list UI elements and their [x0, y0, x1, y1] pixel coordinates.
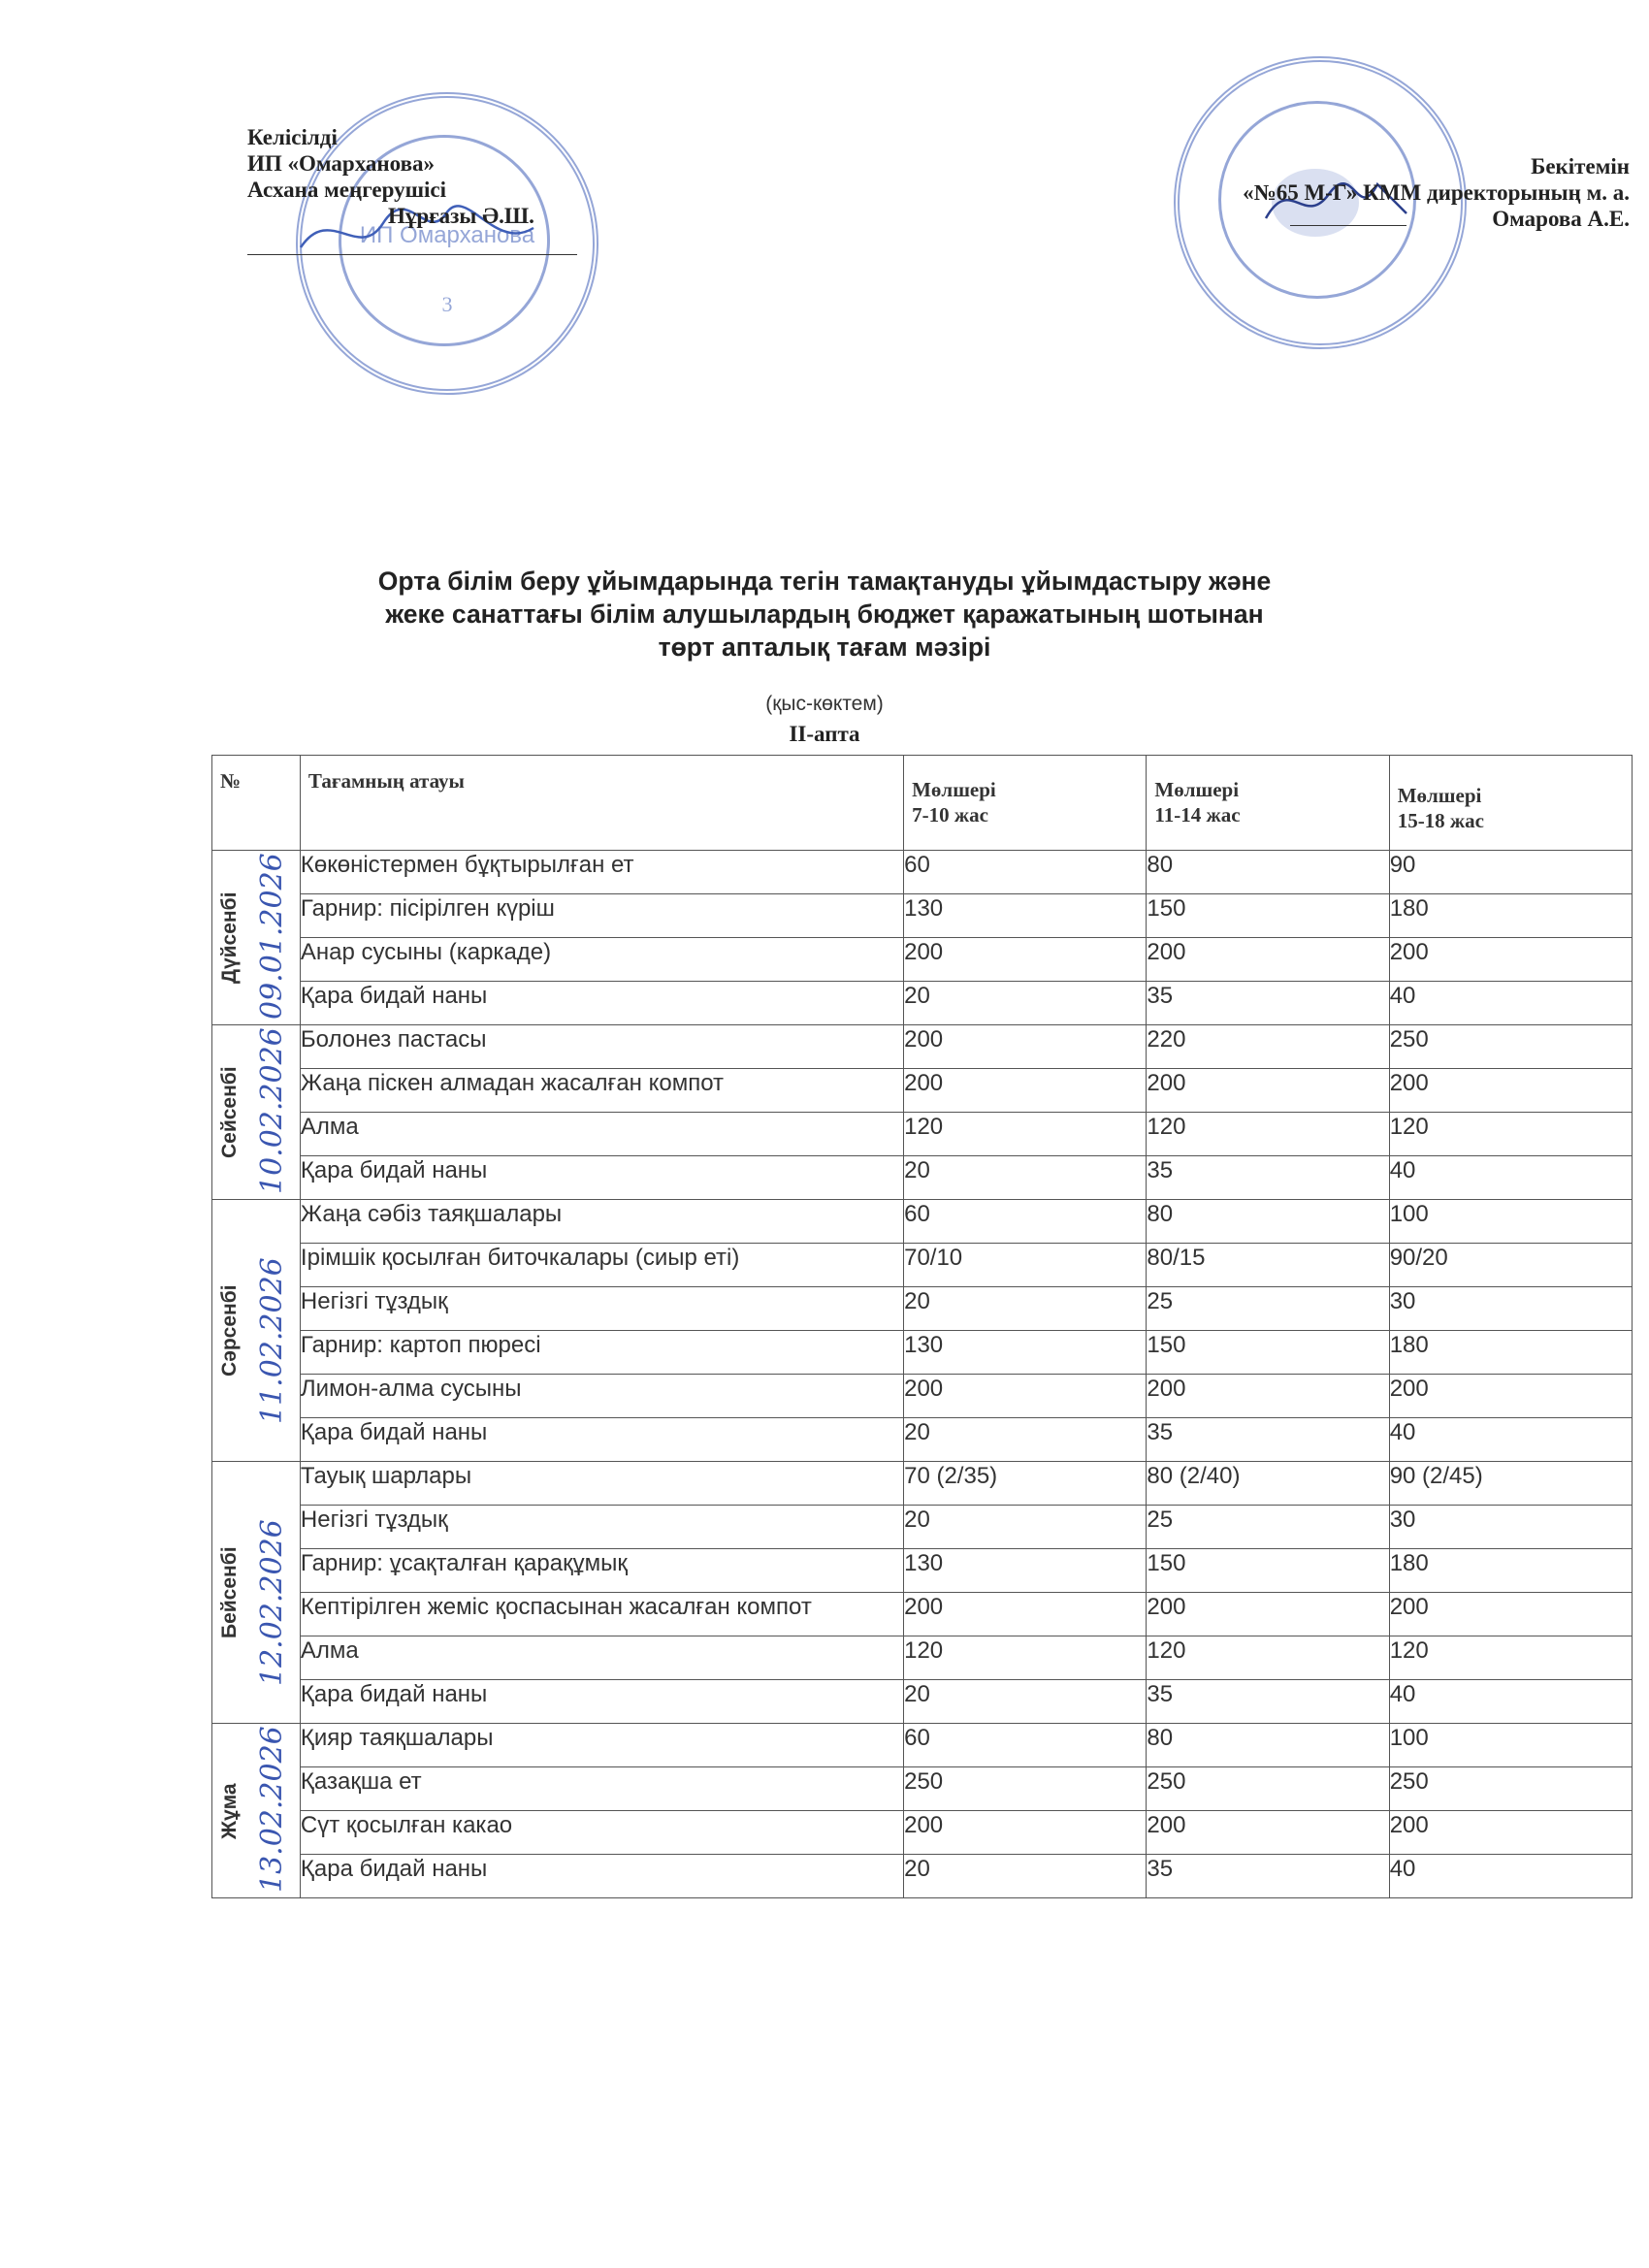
portion-7-10-cell: 70 (2/35)	[904, 1462, 1147, 1506]
portion-15-18-cell: 250	[1389, 1025, 1632, 1069]
table-row	[212, 938, 1633, 982]
portion-11-14-cell: 150	[1147, 894, 1389, 938]
portion-11-14-cell: 200	[1147, 1375, 1389, 1418]
dish-cell: Қара бидай наны	[300, 1855, 903, 1898]
dish-cell: Ірімшік қосылған биточкалары (сиыр еті)	[300, 1244, 903, 1287]
portion-15-18-cell: 30	[1389, 1506, 1632, 1549]
table-row	[212, 1636, 1633, 1680]
portion-15-18-cell: 120	[1389, 1113, 1632, 1156]
portion-15-18-cell: 200	[1389, 1811, 1632, 1855]
portion-15-18-cell: 250	[1389, 1767, 1632, 1811]
portion-11-14-cell: 80/15	[1147, 1244, 1389, 1287]
dish-cell: Анар сусыны (каркаде)	[300, 938, 903, 982]
table-row	[212, 1113, 1633, 1156]
signature-line-right	[1290, 225, 1406, 226]
portion-7-10-cell: 20	[904, 1287, 1147, 1331]
agreed-position: Асханa меңгерушісі	[247, 178, 447, 202]
portion-7-10-cell: 20	[904, 1506, 1147, 1549]
handwritten-date: 13.02.2026	[255, 1726, 289, 1893]
portion-15-18-cell: 180	[1389, 894, 1632, 938]
portion-11-14-cell: 200	[1147, 938, 1389, 982]
portion-11-14-cell: 35	[1147, 1156, 1389, 1200]
portion-15-18-cell: 180	[1389, 1331, 1632, 1375]
table-row	[212, 1767, 1633, 1811]
portion-7-10-cell: 20	[904, 1680, 1147, 1724]
dish-cell: Алма	[300, 1113, 903, 1156]
portion-7-10-cell: 200	[904, 938, 1147, 982]
table-row	[212, 1811, 1633, 1855]
approved-position: «№65 М-Г» КММ директорының м. а.	[1243, 180, 1630, 205]
dish-cell: Негізгі тұздық	[300, 1287, 903, 1331]
document-title	[242, 565, 1406, 664]
table-row	[212, 1549, 1633, 1593]
portion-15-18-cell: 40	[1389, 982, 1632, 1025]
handwritten-date: 12.02.2026	[255, 1519, 289, 1686]
portion-11-14-cell: 35	[1147, 1418, 1389, 1462]
portion-15-18-cell: 90/20	[1389, 1244, 1632, 1287]
portion-15-18-cell: 40	[1389, 1680, 1632, 1724]
header-number: №	[212, 756, 301, 851]
agreed-label: Келісілді	[247, 125, 338, 149]
portion-7-10-cell: 20	[904, 1855, 1147, 1898]
handwritten-date: 11.02.2026	[255, 1257, 289, 1424]
table-row	[212, 894, 1633, 938]
portion-11-14-cell: 35	[1147, 982, 1389, 1025]
agreement-block	[247, 124, 534, 229]
day-name: Сейсенбі	[218, 1066, 241, 1159]
header-age-range: 11-14 жас	[1154, 803, 1241, 826]
table-row	[212, 1069, 1633, 1113]
dish-cell: Алма	[300, 1636, 903, 1680]
title-line-3: төрт апталық тағам мәзірі	[658, 632, 991, 662]
portion-11-14-cell: 80	[1147, 851, 1389, 894]
day-cell	[212, 1200, 301, 1462]
table-row	[212, 1418, 1633, 1462]
approved-label: Бекітемін	[1531, 154, 1630, 178]
portion-11-14-cell: 35	[1147, 1855, 1389, 1898]
dish-cell: Болонез пастасы	[300, 1025, 903, 1069]
portion-7-10-cell: 200	[904, 1025, 1147, 1069]
portion-15-18-cell: 100	[1389, 1200, 1632, 1244]
table-row	[212, 1025, 1633, 1069]
table-row	[212, 1375, 1633, 1418]
portion-11-14-cell: 200	[1147, 1069, 1389, 1113]
table-row	[212, 1244, 1633, 1287]
portion-15-18-cell: 40	[1389, 1156, 1632, 1200]
dish-cell: Көкөністермен бұқтырылған ет	[300, 851, 903, 894]
portion-7-10-cell: 120	[904, 1636, 1147, 1680]
dish-cell: Негізгі тұздық	[300, 1506, 903, 1549]
portion-15-18-cell: 100	[1389, 1724, 1632, 1767]
portion-15-18-cell: 90	[1389, 851, 1632, 894]
portion-7-10-cell: 70/10	[904, 1244, 1147, 1287]
portion-7-10-cell: 130	[904, 894, 1147, 938]
table-header-row	[212, 756, 1633, 851]
dish-cell: Жаңа піскен алмадан жасалған компот	[300, 1069, 903, 1113]
dish-cell: Гарнир: ұсақталған қарақұмық	[300, 1549, 903, 1593]
handwritten-date: 10.02.2026	[255, 1027, 289, 1194]
dish-cell: Жаңа сәбіз таяқшалары	[300, 1200, 903, 1244]
portion-7-10-cell: 60	[904, 851, 1147, 894]
dish-cell: Лимон-алма сусыны	[300, 1375, 903, 1418]
dish-cell: Қияр таяқшалары	[300, 1724, 903, 1767]
season-label: (қыс-көктем)	[765, 693, 884, 715]
portion-7-10-cell: 200	[904, 1069, 1147, 1113]
header-portion-label: Мөлшері	[1397, 784, 1482, 807]
dish-cell: Қара бидай наны	[300, 1156, 903, 1200]
day-name: Бейсенбі	[218, 1546, 241, 1639]
agreed-signer: Нұрғазы Ә.Ш.	[388, 204, 534, 228]
portion-11-14-cell: 250	[1147, 1767, 1389, 1811]
header-portion-7-10	[904, 756, 1147, 851]
table-row	[212, 1156, 1633, 1200]
portion-15-18-cell: 200	[1389, 1375, 1632, 1418]
menu-body	[212, 851, 1633, 1898]
dish-cell: Кептірілген жеміс қоспасынан жасалған компот	[300, 1593, 903, 1636]
week-label: II-апта	[789, 722, 860, 746]
portion-7-10-cell: 20	[904, 1418, 1147, 1462]
header-age-range: 7-10 жас	[912, 803, 988, 826]
portion-15-18-cell: 200	[1389, 938, 1632, 982]
dish-cell: Қазақша ет	[300, 1767, 903, 1811]
portion-7-10-cell: 200	[904, 1593, 1147, 1636]
seal-left-number: 3	[441, 292, 453, 316]
portion-7-10-cell: 120	[904, 1113, 1147, 1156]
approval-block	[999, 153, 1630, 232]
portion-11-14-cell: 35	[1147, 1680, 1389, 1724]
menu-table	[211, 755, 1633, 1898]
day-cell	[212, 1462, 301, 1724]
dish-cell: Гарнир: пісірілген күріш	[300, 894, 903, 938]
header-portion-label: Мөлшері	[912, 778, 996, 801]
dish-cell: Сүт қосылған какао	[300, 1811, 903, 1855]
portion-15-18-cell: 180	[1389, 1549, 1632, 1593]
portion-11-14-cell: 80 (2/40)	[1147, 1462, 1389, 1506]
portion-15-18-cell: 200	[1389, 1593, 1632, 1636]
portion-7-10-cell: 60	[904, 1724, 1147, 1767]
portion-11-14-cell: 200	[1147, 1811, 1389, 1855]
portion-7-10-cell: 20	[904, 982, 1147, 1025]
handwritten-date: 09.01.2026	[255, 853, 289, 1020]
dish-cell: Тауық шарлары	[300, 1462, 903, 1506]
header-portion-label: Мөлшері	[1154, 778, 1240, 801]
portion-15-18-cell: 200	[1389, 1069, 1632, 1113]
table-row	[212, 1287, 1633, 1331]
portion-7-10-cell: 200	[904, 1375, 1147, 1418]
day-name: Сәрсенбі	[218, 1284, 241, 1377]
header-age-range: 15-18 жас	[1397, 809, 1484, 832]
dish-cell: Гарнир: картоп пюресі	[300, 1331, 903, 1375]
portion-15-18-cell: 40	[1389, 1855, 1632, 1898]
portion-15-18-cell: 120	[1389, 1636, 1632, 1680]
portion-7-10-cell: 60	[904, 1200, 1147, 1244]
portion-11-14-cell: 120	[1147, 1113, 1389, 1156]
portion-11-14-cell: 80	[1147, 1200, 1389, 1244]
table-row	[212, 1200, 1633, 1244]
portion-7-10-cell: 250	[904, 1767, 1147, 1811]
portion-11-14-cell: 220	[1147, 1025, 1389, 1069]
agreed-org: ИП «Омарханова»	[247, 151, 436, 176]
portion-11-14-cell: 80	[1147, 1724, 1389, 1767]
day-name: Жұма	[218, 1783, 241, 1839]
day-cell	[212, 851, 301, 1025]
portion-11-14-cell: 150	[1147, 1331, 1389, 1375]
dish-cell: Қара бидай наны	[300, 982, 903, 1025]
portion-7-10-cell: 200	[904, 1811, 1147, 1855]
portion-11-14-cell: 25	[1147, 1506, 1389, 1549]
dish-cell: Қара бидай наны	[300, 1418, 903, 1462]
table-row	[212, 1855, 1633, 1898]
portion-15-18-cell: 30	[1389, 1287, 1632, 1331]
portion-11-14-cell: 25	[1147, 1287, 1389, 1331]
portion-11-14-cell: 200	[1147, 1593, 1389, 1636]
table-row	[212, 1506, 1633, 1549]
seal-left-name: ИП Омарханова	[359, 222, 535, 248]
table-row	[212, 982, 1633, 1025]
portion-7-10-cell: 130	[904, 1331, 1147, 1375]
portion-7-10-cell: 20	[904, 1156, 1147, 1200]
portion-11-14-cell: 150	[1147, 1549, 1389, 1593]
title-line-1: Орта білім беру ұйымдарында тегін тамақтануды ұйымдастыру және	[377, 567, 1272, 596]
portion-11-14-cell: 120	[1147, 1636, 1389, 1680]
day-name: Дүйсенбі	[218, 891, 241, 985]
table-row	[212, 1724, 1633, 1767]
header-portion-15-18	[1389, 756, 1632, 851]
table-row	[212, 1462, 1633, 1506]
table-row	[212, 1593, 1633, 1636]
table-row	[212, 1680, 1633, 1724]
table-row	[212, 1331, 1633, 1375]
day-cell	[212, 1724, 301, 1898]
approved-signer: Омарова А.Е.	[1492, 207, 1630, 231]
portion-15-18-cell: 90 (2/45)	[1389, 1462, 1632, 1506]
table-row	[212, 851, 1633, 894]
title-line-2: жеке санаттағы білім алушылардың бюджет қаражатының шотынан	[385, 599, 1264, 629]
header-portion-11-14	[1147, 756, 1389, 851]
signature-line-left	[247, 254, 577, 255]
portion-15-18-cell: 40	[1389, 1418, 1632, 1462]
day-cell	[212, 1025, 301, 1200]
portion-7-10-cell: 130	[904, 1549, 1147, 1593]
dish-cell: Қара бидай наны	[300, 1680, 903, 1724]
header-dish: Тағамның атауы	[300, 756, 903, 851]
